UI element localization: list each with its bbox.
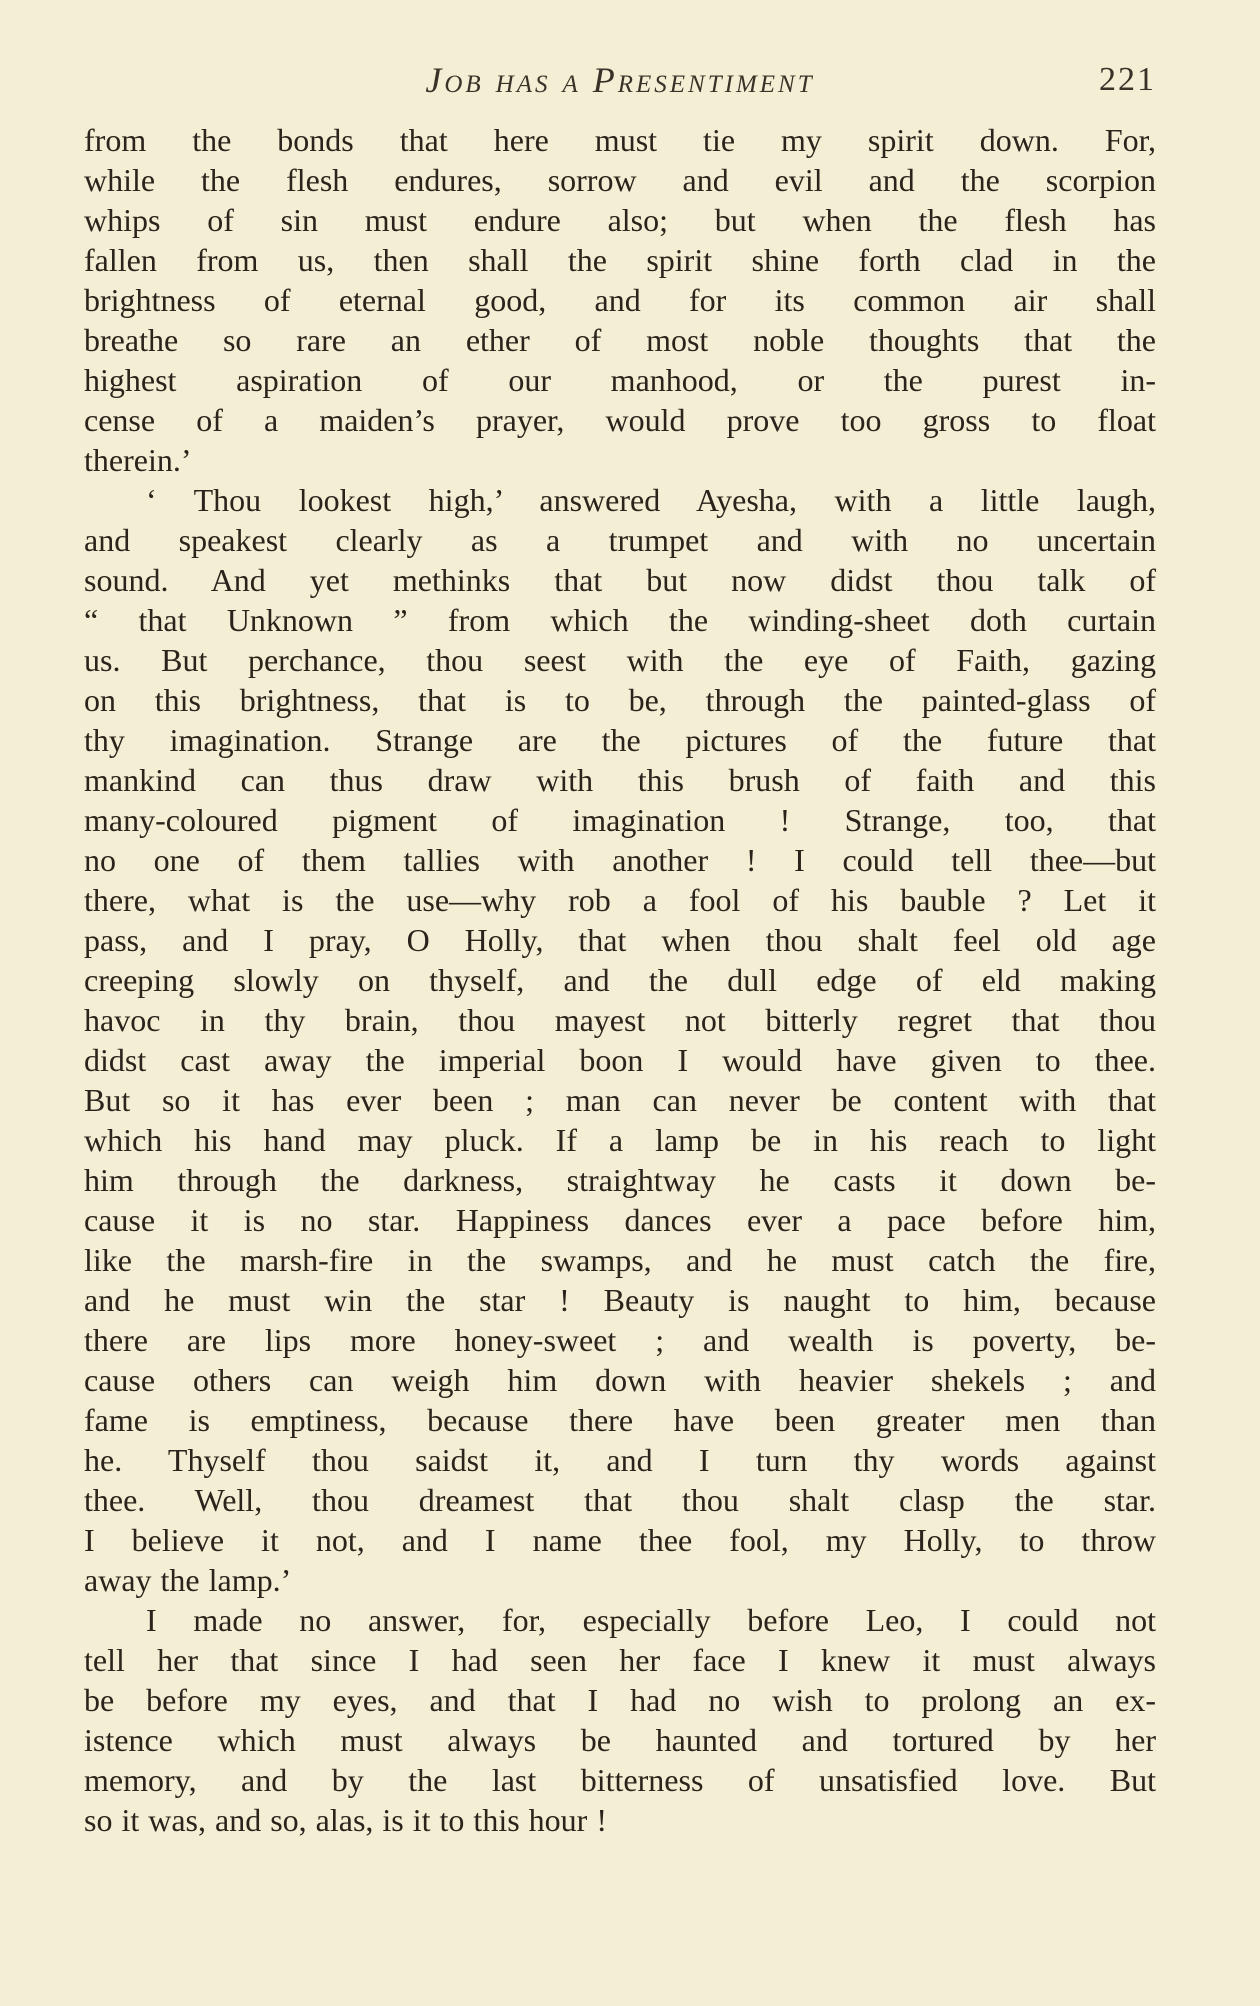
text-line: thy imagination. Strange are the pictures of the future that <box>84 722 1156 758</box>
text-line: cause it is no star. Happiness dances ever a pace before him, <box>84 1202 1156 1238</box>
text-line: whips of sin must endure also; but when the flesh has <box>84 202 1156 238</box>
text-line: like the marsh-fire in the swamps, and he must catch the fire, <box>84 1242 1156 1278</box>
text-line: there are lips more honey-sweet ; and wealth is poverty, be- <box>84 1322 1156 1358</box>
text-line: creeping slowly on thyself, and the dull edge of eld making <box>84 962 1156 998</box>
text-line: brightness of eternal good, and for its common air shall <box>84 282 1156 318</box>
text-line: tell her that since I had seen her face I knew it must always <box>84 1642 1156 1678</box>
text-line: him through the darkness, straightway he casts it down be- <box>84 1162 1156 1198</box>
text-line: cense of a maiden’s prayer, would prove too gross to float <box>84 402 1156 438</box>
text-line: be before my eyes, and that I had no wish to prolong an ex- <box>84 1682 1156 1718</box>
page-number: 221 <box>1099 61 1156 98</box>
text-line: no one of them tallies with another ! I could tell thee—but <box>84 842 1156 878</box>
text-line: so it was, and so, alas, is it to this hour ! <box>84 1802 607 1838</box>
text-line: havoc in thy brain, thou mayest not bitterly regret that thou <box>84 1002 1156 1038</box>
text-line: mankind can thus draw with this brush of faith and this <box>84 762 1156 798</box>
text-line: pass, and I pray, O Holly, that when thou shalt feel old age <box>84 922 1156 958</box>
running-title: Job has a Presentiment <box>425 60 815 100</box>
text-line: which his hand may pluck. If a lamp be in his reach to light <box>84 1122 1156 1158</box>
text-line: there, what is the use—why rob a fool of his bauble ? Let it <box>84 882 1156 918</box>
text-line: istence which must always be haunted and tortured by her <box>84 1722 1156 1758</box>
text-line: I believe it not, and I name thee fool, my Holly, to throw <box>84 1522 1156 1558</box>
text-line: on this brightness, that is to be, through the painted-glass of <box>84 682 1156 718</box>
body-text <box>84 120 1156 1840</box>
text-line: fame is emptiness, because there have been greater men than <box>84 1402 1156 1438</box>
text-line: breathe so rare an ether of most noble thoughts that the <box>84 322 1156 358</box>
text-line: sound. And yet methinks that but now didst thou talk of <box>84 562 1156 598</box>
text-line: memory, and by the last bitterness of unsatisfied love. But <box>84 1762 1156 1798</box>
text-line: us. But perchance, thou seest with the eye of Faith, gazing <box>84 642 1156 678</box>
text-line: ‘ Thou lookest high,’ answered Ayesha, with a little laugh, <box>146 482 1156 518</box>
running-head <box>84 50 1156 110</box>
text-line: he. Thyself thou saidst it, and I turn thy words against <box>84 1442 1156 1478</box>
text-line: therein.’ <box>84 442 192 478</box>
text-line: from the bonds that here must tie my spirit down. For, <box>84 122 1156 158</box>
text-line: and speakest clearly as a trumpet and with no uncertain <box>84 522 1156 558</box>
text-line: many-coloured pigment of imagination ! Strange, too, that <box>84 802 1156 838</box>
text-line: didst cast away the imperial boon I would have given to thee. <box>84 1042 1156 1078</box>
text-line: away the lamp.’ <box>84 1562 292 1598</box>
text-line: But so it has ever been ; man can never be content with that <box>84 1082 1156 1118</box>
text-line: and he must win the star ! Beauty is naught to him, because <box>84 1282 1156 1318</box>
text-line: cause others can weigh him down with heavier shekels ; and <box>84 1362 1156 1398</box>
text-line: highest aspiration of our manhood, or the purest in- <box>84 362 1156 398</box>
text-line: I made no answer, for, especially before Leo, I could not <box>146 1602 1156 1638</box>
text-line: while the flesh endures, sorrow and evil and the scorpion <box>84 162 1156 198</box>
text-line: fallen from us, then shall the spirit shine forth clad in the <box>84 242 1156 278</box>
text-line: thee. Well, thou dreamest that thou shalt clasp the star. <box>84 1482 1156 1518</box>
text-line: “ that Unknown ” from which the winding-sheet doth curtain <box>84 602 1156 638</box>
